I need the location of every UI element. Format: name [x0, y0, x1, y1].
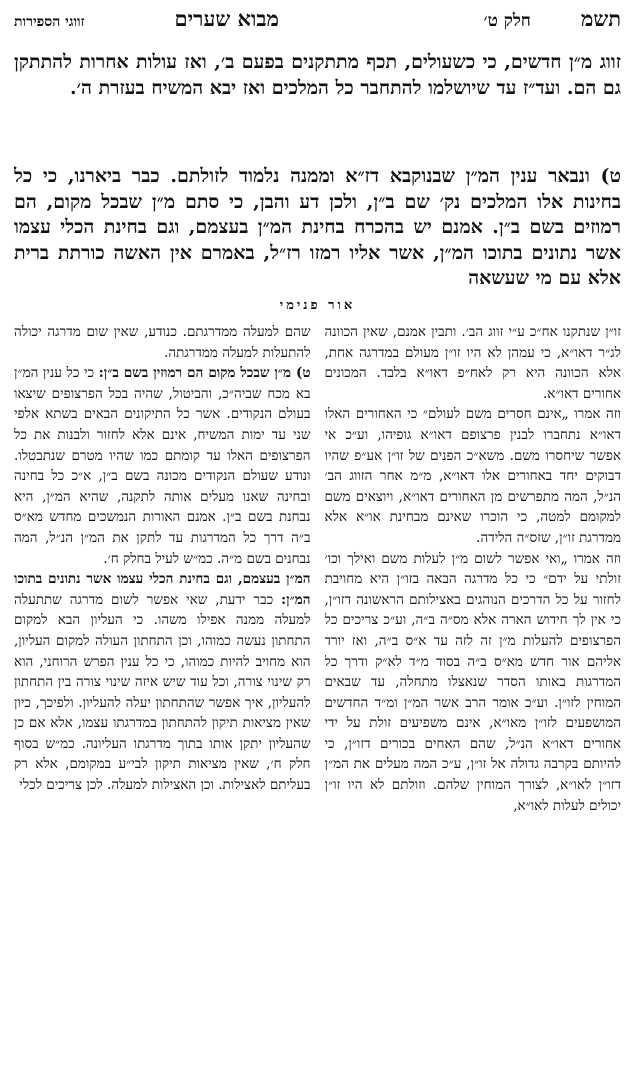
commentary-paragraph: [325, 404, 622, 548]
commentary-title: אור פנימי: [279, 298, 356, 313]
commentary-column-left: [14, 322, 311, 1057]
commentary-text: שהם למעלה ממדרגתם. כנודע, שאין שום מדרגה יכולה להתעלות למעלה ממדרגתה.: [14, 324, 311, 361]
commentary-column-right: [325, 322, 622, 1057]
commentary-text: זו״ן שנתקנו אח״כ ע״י זווג הב׳. ותבין אמנם, שאין הכוונה לג״ר דאו״א, כי עמהן לא היו זו״ן מעולם במדרגה אחת, אלא הכוונה היא רק לאח״פ דאו״א בלבד. המכונים אחורים דאו״א.: [324, 324, 621, 402]
commentary-text: כי כל ענין המ״ן בא מכח שביה״כ, והביטול, שהיה בכל הפרצופים שיצאו בעולם הנקודים. אשר כל התיקונים הבאים בשתא אלפי שני עד ימות המשיח, אינם אלא לחזור ולבנות את כל הפרצופים האלו עד קומתם כמו שהיו מטרם שנתבטלו. ונודע שעולם הנקודים מכונה בשם ב״ן, א״כ כל בחינה ובחינה שאנו מעלים אותה לתקנה, שהיא המ״ן, היא נבחנת בשם ב״ן. אמנם האורות הנמשכים מחדש מא״ס ב״ה דרך כל המדרגות עד לתקן את המ״ן הנ״ל, המה נבחנים בשם מ״ה. כמ״ש לעיל בחלק ח׳.: [14, 365, 311, 567]
header-left-group: [14, 6, 279, 32]
commentary-columns: [14, 322, 621, 1057]
commentary-text: וזה אמרו „אינם חסרים משם לעולם״ כי האחורים האלו דאו״א נתחברו לבנין פרצופם דאו״א גופיהו, וע״כ אי אפשר שיחסרו משם. משא״כ הפנים של זו״ן אע״פ שהיו דבוקים יחד באחורים אלו דאו״א, מ״מ אחר הזווג הב׳ הנ״ל, המה מתפרשים מן האחורים דאו״א, ויוצאים משם למקומם למטה, כי הוכרו שאינם מבחינת או״א אלא ממדרגת זו״ן, שזס״ה הלידה.: [324, 406, 621, 546]
commentary-paragraph: [14, 569, 311, 796]
section-title: זווגי הספירות: [14, 14, 85, 30]
commentary-paragraph: [14, 322, 311, 363]
part-label: חלק ט׳: [483, 11, 531, 31]
header-right-group: [484, 6, 621, 32]
commentary-paragraph: [325, 322, 622, 404]
main-paragraph-2: ט) ונבאר ענין המ״ן שבנוקבא דז״א וממנה נלמוד לזולתם. כבר ביארנו, כי כל בחינות אלו המלכים נק׳ שם ב״ן, ולכן דע והבן, כי סתם מ״ן שבכל מקום, הם רמוזים בשם ב״ן. אמנם יש בהכרח בחינת המ״ן בעצמם, וגם בחינת הכלי עצמו אשר נתונים בתוכו המ״ן, אשר אליו רמזו רז״ל, באמרם אין האשה כורתת ברית אלא עם מי שעשאה: [14, 165, 621, 289]
dibbur-hamatchil: המ״ן בעצמם, וגם בחינת הכלי עצמו אשר נתונים בתוכו המ״ן:: [14, 571, 311, 608]
main-text: [14, 50, 621, 296]
book-title: מבוא שערים: [174, 6, 279, 31]
page-number: תשמ: [580, 6, 621, 31]
commentary-text: כבר ידעת, שאי אפשר לשום מדרגה שתתעלה למעלה ממנה אפילו משהו. כי העליון הבא למקום התחתון נעשה כמוהו, וכן התחתון העולה למקום העליון, הוא מחויב להיות כמוהו, כי כל ענין הפרש הרוחני, הוא רק שינוי צורה, וכל עוד שיש איזה שינוי צורה בין התחתון להעליון, איך אפשר שהתחתון יעלה להעליון. ולפיכך, כיון שאין מציאות תיקון להתחתון במדרגתו עצמו, אלא אם כן שהעליון יתקן אותו בתוך מדרגתו העליונה. כמ״ש בסוף חלק ח׳, שאין מציאות תיקון לבי״ע במקומם, אלא רק בעליתם לאצילות. וכן האצילות למעלה. לכן צריכים לכלי: [14, 591, 311, 794]
commentary-paragraph: [325, 549, 622, 817]
commentary-paragraph: [14, 363, 311, 569]
commentary-text: וזה אמרו „ואי אפשר לשום מ״ן לעלות משם ואילך וכו׳ זולתי על ידם״ כי כל מדרגה הבאה בזו״ן היא מחויבת לחזור על כל הדרכים הנוהגים באצילותם הראשונה דזו״ן, כי אין לך חידוש הארה אלא מס״ה ב״ה, וע״כ צריכים כל הפרצופים להעלות מ״ן זה לזה עד א״ס ב״ה, ואז יורד אליהם אור חדש מא״ס ב״ה בסוד מ״ד לא״ק ודרך כל המדרגות באותו הסדר שנאצלו מתחלה, עד שבאים המוחין לזו״ן. וע״כ אומר הרב אשר המ״ן ומ״ד החדשים המושפעים לזו״ן מאו״א, אינם משפיעים זולת על ידי אחורים דאו״א הנ״ל, שהם האחים בכורים דזו״ן, כי להיותם בקרבה גדולה אל זו״ן, ע״כ המה מעלים את המ״ן דזו״ן לאו״א, לצורך המוחין שלהם. וזולתם לא היו זו״ן יכולים לעלות לאו״א,: [324, 550, 621, 814]
dibbur-hamatchil: ט) מ״ן שבכל מקום הם רמוזין בשם ב״ן:: [98, 365, 311, 382]
page-header: [14, 6, 621, 32]
main-paragraph-1: זווג מ״ן חדשים, כי כשעולים, תכף מתתקנים בפעם ב׳, ואז עולות אחרות להתתקן גם הם. ועד״ז עד שיושלמו להתחבר כל המלכים ואז יבא המשיח בעזרת ה׳.: [14, 51, 621, 99]
